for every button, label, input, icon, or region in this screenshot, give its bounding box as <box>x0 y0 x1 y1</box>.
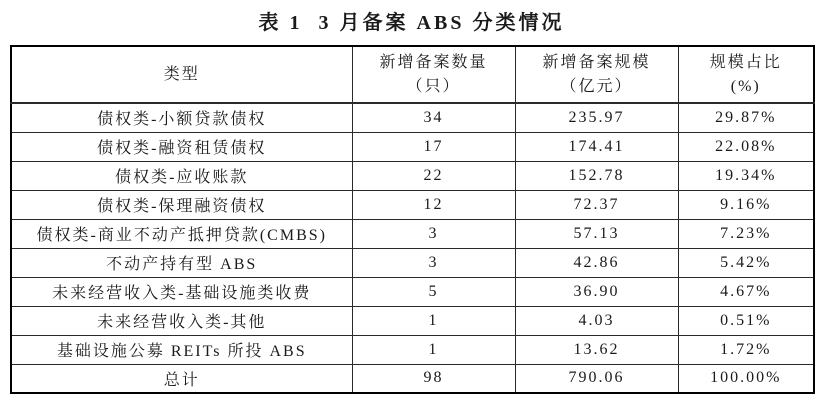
cell-type: 债权类-小额贷款债权 <box>11 103 352 132</box>
table-row <box>11 132 814 161</box>
cell-count: 12 <box>352 190 515 219</box>
cell-type: 基础设施公募 REITs 所投 ABS <box>11 335 352 364</box>
cell-share: 5.42% <box>678 248 814 277</box>
cell-scale: 72.37 <box>515 190 678 219</box>
table-row <box>11 306 814 335</box>
cell-share: 22.08% <box>678 132 814 161</box>
cell-count: 3 <box>352 219 515 248</box>
table-header <box>11 46 814 103</box>
cell-count: 1 <box>352 306 515 335</box>
header-row <box>11 46 814 103</box>
cell-share: 7.23% <box>678 219 814 248</box>
table-row <box>11 219 814 248</box>
cell-scale: 174.41 <box>515 132 678 161</box>
cell-type: 债权类-应收账款 <box>11 161 352 190</box>
table-caption: 表 1 3 月备案 ABS 分类情况 <box>258 12 565 34</box>
cell-type: 未来经营收入类-其他 <box>11 306 352 335</box>
cell-scale: 790.06 <box>515 364 678 393</box>
cell-share: 29.87% <box>678 103 814 132</box>
cell-scale: 57.13 <box>515 219 678 248</box>
header-type-label: 类型 <box>163 65 200 83</box>
table-row <box>11 103 814 132</box>
cell-share: 1.72% <box>678 335 814 364</box>
cell-scale: 235.97 <box>515 103 678 132</box>
cell-count: 5 <box>352 277 515 306</box>
cell-type: 不动产持有型 ABS <box>11 248 352 277</box>
cell-type: 债权类-保理融资债权 <box>11 190 352 219</box>
table-row <box>11 190 814 219</box>
header-scale-unit: （亿元） <box>560 77 633 95</box>
cell-count: 3 <box>352 248 515 277</box>
cell-count: 34 <box>352 103 515 132</box>
cell-scale: 13.62 <box>515 335 678 364</box>
cell-share: 100.00% <box>678 364 814 393</box>
cell-scale: 42.86 <box>515 248 678 277</box>
abs-filing-table <box>10 45 815 394</box>
cell-scale: 4.03 <box>515 306 678 335</box>
cell-count: 1 <box>352 335 515 364</box>
header-count-label: 新增备案数量 <box>379 53 488 71</box>
table-row <box>11 335 814 364</box>
table-row <box>11 161 814 190</box>
cell-type: 债权类-商业不动产抵押贷款(CMBS) <box>11 219 352 248</box>
table-body <box>11 103 814 393</box>
table-row <box>11 248 814 277</box>
table-row-total <box>11 364 814 393</box>
cell-type: 总计 <box>11 364 352 393</box>
column-header-type <box>11 46 352 103</box>
column-header-count <box>352 46 515 103</box>
cell-scale: 36.90 <box>515 277 678 306</box>
column-header-scale <box>515 46 678 103</box>
header-count-unit: （只） <box>406 77 461 95</box>
cell-share: 0.51% <box>678 306 814 335</box>
cell-share: 9.16% <box>678 190 814 219</box>
column-header-share <box>678 46 814 103</box>
table-row <box>11 277 814 306</box>
cell-share: 4.67% <box>678 277 814 306</box>
cell-scale: 152.78 <box>515 161 678 190</box>
cell-share: 19.34% <box>678 161 814 190</box>
cell-count: 22 <box>352 161 515 190</box>
cell-type: 未来经营收入类-基础设施类收费 <box>11 277 352 306</box>
cell-count: 98 <box>352 364 515 393</box>
cell-count: 17 <box>352 132 515 161</box>
header-scale-label: 新增备案规模 <box>542 53 651 71</box>
cell-type: 债权类-融资租赁债权 <box>11 132 352 161</box>
header-share-unit: (%) <box>730 77 761 95</box>
header-share-label: 规模占比 <box>709 53 782 71</box>
